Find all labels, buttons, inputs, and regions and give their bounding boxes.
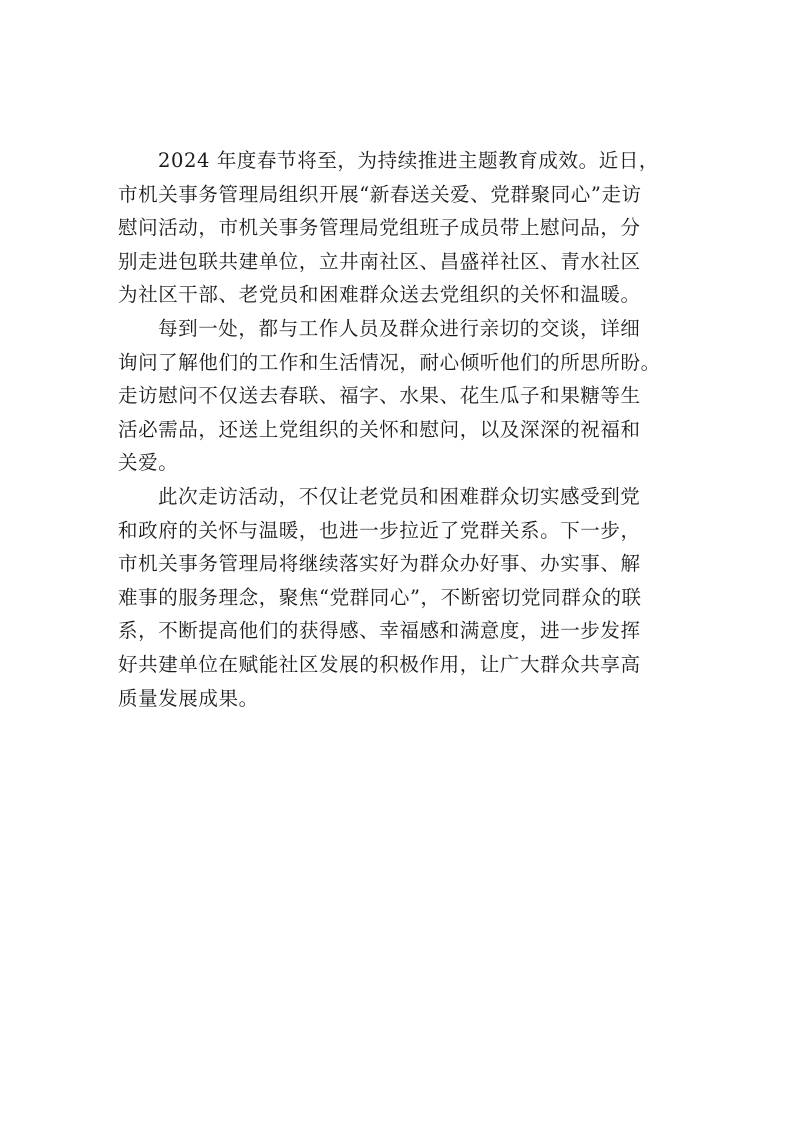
text-line: 市机关事务管理局将继续落实好为群众办好事、办实事、解 — [118, 552, 641, 576]
text-line: 2024 年度春节将至，为持续推进主题教育成效。近日， — [158, 149, 660, 172]
text-line: 慰问活动，市机关事务管理局党组班子成员带上慰问品，分 — [118, 216, 641, 240]
text-line: 走访慰问不仅送去春联、福字、水果、花生瓜子和果糖等生 — [118, 384, 641, 408]
paragraph-3 — [118, 480, 678, 715]
text-line: 为社区干部、老党员和困难群众送去党组织的关怀和温暖。 — [118, 283, 641, 307]
text-line: 此次走访活动，不仅让老党员和困难群众切实感受到党 — [158, 484, 641, 508]
text-line: 关爱。 — [118, 451, 179, 475]
text-line: 系，不断提高他们的获得感、幸福感和满意度，进一步发挥 — [118, 619, 641, 643]
paragraph-2 — [118, 312, 678, 480]
text-line: 好共建单位在赋能社区发展的积极作用，让广大群众共享高 — [118, 652, 641, 676]
text-line: 活必需品，还送上党组织的关怀和慰问，以及深深的祝福和 — [118, 417, 641, 441]
document-body — [118, 144, 678, 715]
text-line: 质量发展成果。 — [118, 686, 259, 710]
text-line: 难事的服务理念，聚焦“党群同心”，不断密切党同群众的联 — [118, 585, 642, 609]
text-line: 别走进包联共建单位，立井南社区、昌盛祥社区、青水社区 — [118, 249, 641, 273]
text-line: 每到一处，都与工作人员及群众进行亲切的交谈，详细 — [158, 316, 641, 340]
text-line: 和政府的关怀与温暖，也进一步拉近了党群关系。下一步， — [118, 518, 641, 542]
paragraph-1 — [118, 144, 678, 312]
text-line: 询问了解他们的工作和生活情况，耐心倾听他们的所思所盼。 — [118, 350, 661, 374]
text-line: 市机关事务管理局组织开展“新春送关爱、党群聚同心”走访 — [118, 182, 642, 206]
